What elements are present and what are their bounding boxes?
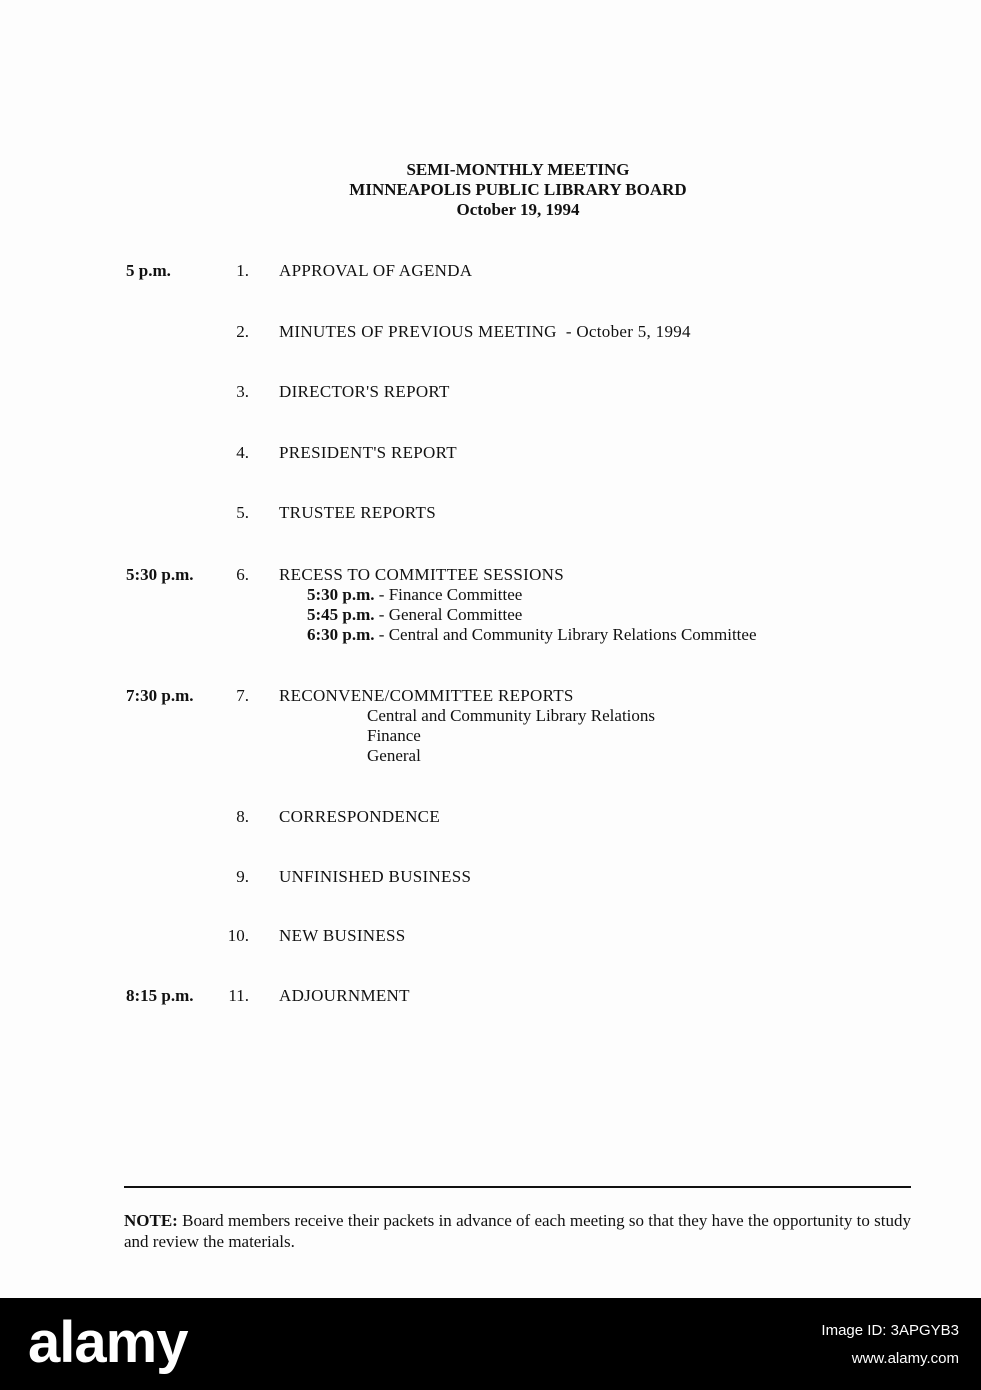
agenda-item-title: APPROVAL OF AGENDA [279,261,473,280]
agenda-item-title: RECESS TO COMMITTEE SESSIONS [279,565,565,584]
agenda-number: 10. [227,926,249,945]
agenda-number: 1. [236,261,249,280]
note-label: NOTE: [124,1211,178,1230]
committee-session [307,605,522,625]
session-time: 5:45 p.m. [307,605,375,624]
agenda-item-title: DIRECTOR'S REPORT [279,382,450,401]
board-name: MINNEAPOLIS PUBLIC LIBRARY BOARD [349,180,687,199]
note-text: Board members receive their packets in advance of each meeting so that they have the opportunity to study and review the materials. [124,1211,911,1251]
agenda-number: 6. [236,565,249,584]
agenda-item-title: PRESIDENT'S REPORT [279,443,457,462]
agenda-item-title: MINUTES OF PREVIOUS MEETING - October 5, 1994 [279,322,691,341]
agenda-item-title: TRUSTEE REPORTS [279,503,436,522]
note [124,1210,911,1252]
agenda-number: 3. [236,382,249,401]
agenda-number: 5. [236,503,249,522]
agenda-time: 7:30 p.m. [126,686,194,705]
agenda-item-title: NEW BUSINESS [279,926,406,945]
meeting-date: October 19, 1994 [456,200,580,219]
alamy-logo: alamy [28,1310,188,1375]
agenda-time: 5 p.m. [126,261,171,280]
agenda-item-title: UNFINISHED BUSINESS [279,867,472,886]
image-id: Image ID: 3APGYB3 [821,1322,959,1339]
site-url: www.alamy.com [851,1350,959,1367]
session-label: - Finance Committee [378,585,523,604]
agenda-number: 4. [236,443,249,462]
agenda-number: 11. [228,986,249,1005]
session-label: - Central and Community Library Relations Committee [378,625,757,644]
agenda-time: 5:30 p.m. [126,565,194,584]
committee-report: General [367,746,421,765]
agenda-number: 2. [236,322,249,341]
meeting-title: SEMI-MONTHLY MEETING [406,160,630,179]
agenda-time: 8:15 p.m. [126,986,194,1005]
session-time: 5:30 p.m. [307,585,375,604]
agenda-number: 9. [236,867,249,886]
agenda-item-title: ADJOURNMENT [279,986,410,1005]
committee-session [307,585,522,605]
note-divider [124,1186,911,1188]
agenda-item-title: CORRESPONDENCE [279,807,441,826]
committee-session [307,625,757,645]
agenda-number: 8. [236,807,249,826]
committee-report: Central and Community Library Relations [367,706,656,725]
session-label: - General Committee [378,605,523,624]
agenda-number: 7. [236,686,249,705]
agenda-item-title: RECONVENE/COMMITTEE REPORTS [279,686,574,705]
session-time: 6:30 p.m. [307,625,375,644]
committee-report: Finance [367,726,421,745]
